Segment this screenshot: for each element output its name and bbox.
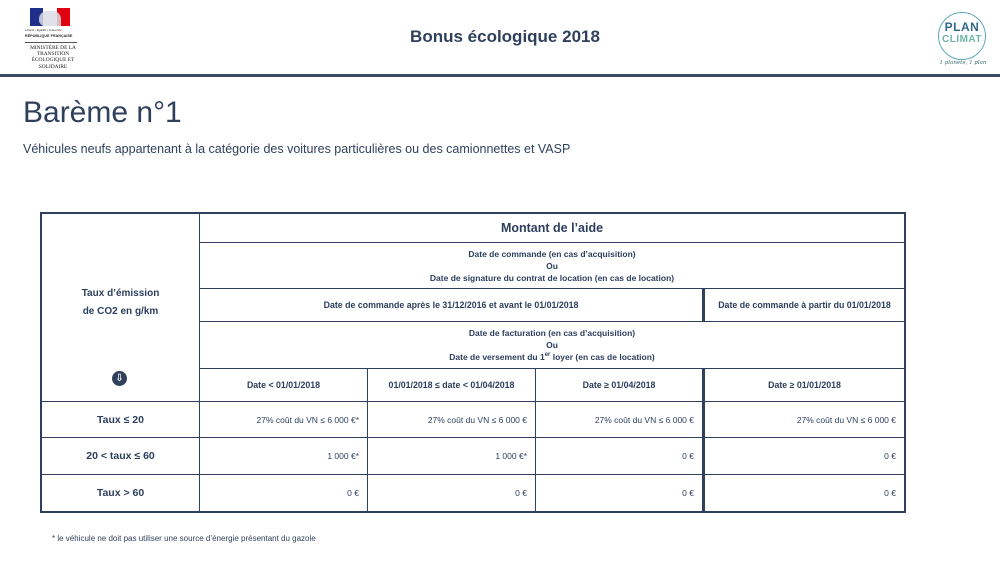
column-header: 01/01/2018 ≤ date < 01/04/2018: [388, 380, 515, 390]
grid-line: [199, 321, 904, 322]
column-header: Date ≥ 01/01/2018: [768, 380, 841, 390]
table-cell: 27% coût du VN ≤ 6 000 €: [796, 414, 896, 425]
table-cell: 27% coût du VN ≤ 6 000 €: [427, 414, 527, 425]
table-cell: 27% coût du VN ≤ 6 000 €*: [256, 414, 359, 425]
column-header: Date ≥ 01/04/2018: [582, 380, 656, 390]
order-date-header: [200, 243, 904, 288]
grid-line: [702, 368, 705, 511]
page-title: Barème n°1: [23, 96, 182, 129]
grid-line: [42, 437, 904, 438]
plan-logo-tagline: 1 planète, 1 plan: [939, 60, 987, 66]
grid-line: [199, 242, 904, 243]
table-cell: 0 €: [347, 488, 359, 498]
plan-logo-line1: PLAN: [944, 20, 980, 34]
order-date-or: Ou: [546, 260, 558, 271]
republic-motto: Liberté • Égalité • Fraternité: [25, 28, 62, 32]
republic-name: RÉPUBLIQUE FRANÇAISE: [25, 34, 73, 38]
document-title: Bonus écologique 2018: [410, 27, 600, 46]
order-date-line1: Date de commande (en cas d’acquisition): [468, 248, 636, 259]
plan-climat-logo: [938, 12, 986, 60]
grid-line: [199, 288, 904, 289]
table-cell: 1 000 €*: [327, 451, 359, 461]
grid-line: [199, 214, 200, 511]
table-cell: 1 000 €*: [495, 451, 527, 461]
table-cell: 0 €: [515, 488, 527, 498]
header: [0, 0, 1000, 75]
invoice-or: Ou: [546, 340, 558, 350]
table-cell: 0 €: [682, 451, 694, 461]
column-header: Date < 01/01/2018: [246, 380, 321, 390]
period-b-header: Date de commande à partir du 01/01/2018: [718, 300, 891, 310]
bonus-table: [40, 212, 906, 513]
footnote: * le véhicule ne doit pas utiliser une source d’énergie présentant du gazole: [52, 534, 316, 543]
row-label: 20 < taux ≤ 60: [86, 450, 155, 462]
grid-line: [42, 401, 904, 402]
header-divider: [0, 74, 1000, 77]
grid-line: [535, 368, 536, 511]
row-header-title-line2: de CO2 en g/km: [82, 305, 159, 317]
plan-logo-line2: CLIMAT: [941, 34, 983, 45]
row-header-title-line1: Taux d’émission: [81, 287, 160, 299]
page-subtitle: Véhicules neufs appartenant à la catégorie des voitures particulières ou des camionnettes et VASP: [23, 142, 571, 156]
french-flag-icon: [30, 8, 70, 26]
down-arrow-icon: ⇩: [112, 371, 127, 386]
period-a-header: Date de commande après le 31/12/2016 et avant le 01/01/2018: [323, 300, 579, 310]
table-cell: 0 €: [682, 488, 694, 498]
ministry-logo: [25, 6, 81, 72]
row-label: Taux > 60: [96, 487, 145, 499]
invoice-date-header: [200, 322, 904, 368]
invoice-line2: Date de versement du 1er loyer (en cas de location): [449, 352, 655, 362]
table-cell: 27% coût du VN ≤ 6 000 €: [594, 414, 694, 425]
grid-line: [42, 474, 904, 475]
logo-divider: [25, 42, 77, 43]
group-header: Montant de l’aide: [500, 221, 604, 235]
row-label: Taux ≤ 20: [96, 413, 144, 426]
grid-line: [367, 368, 368, 511]
table-cell: 0 €: [884, 451, 896, 461]
invoice-line1: Date de facturation (en cas d’acquisition): [468, 328, 636, 338]
ministry-name: MINISTÈRE DE LA TRANSITION ÉCOLOGIQUE ET SOLIDAIRE: [30, 45, 76, 70]
grid-line: [702, 288, 705, 322]
grid-line: [199, 368, 904, 369]
table-cell: 0 €: [884, 488, 896, 498]
order-date-line2: Date de signature du contrat de location (en cas de location): [429, 272, 675, 283]
